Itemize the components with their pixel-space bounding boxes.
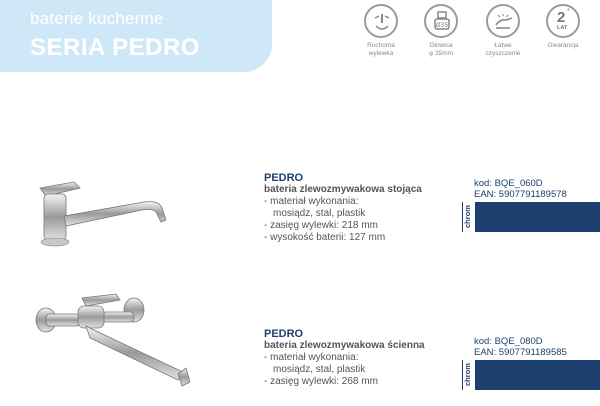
product-type: bateria zlewozmywakowa stojąca (264, 184, 422, 195)
feature-label: Głowica φ 35mm (428, 42, 454, 57)
feature-easy-clean (477, 4, 529, 58)
spec-line: - zasięg wylewki: 268 mm (264, 376, 378, 387)
finish-label: chrom (463, 360, 475, 390)
feature-warranty (537, 4, 589, 50)
series-title: SERIA PEDRO (30, 34, 200, 61)
finish-label: chrom (463, 202, 475, 232)
finish-swatch (462, 360, 600, 390)
feature-swivel-spout (355, 4, 407, 58)
feature-cartridge (415, 4, 467, 58)
product-codes (474, 336, 567, 358)
product-code: kod: BQE_060D (474, 178, 543, 189)
standing-faucet-image (34, 170, 184, 250)
spec-line: - materiał wykonania: (264, 196, 359, 207)
finish-swatch (462, 202, 600, 232)
warranty-icon (546, 4, 580, 38)
swivel-spout-icon (364, 4, 398, 38)
series-subtitle: baterie kuchenne (30, 9, 164, 28)
spec-line: - wysokość baterii: 127 mm (264, 232, 386, 243)
feature-label: Gwarancja (547, 42, 579, 49)
spec-line: - zasięg wylewki: 218 mm (264, 220, 378, 231)
product-code: kod: BQE_080D (474, 336, 543, 347)
product-name: PEDRO (264, 172, 304, 184)
feature-label: Ruchoma wylewka (367, 42, 395, 57)
cartridge-icon (424, 4, 458, 38)
product-ean: EAN: 5907791189585 (474, 347, 567, 358)
easy-clean-icon (486, 4, 520, 38)
warranty-asterisk: * (567, 8, 570, 15)
product-type: bateria zlewozmywakowa ścienna (264, 340, 425, 351)
product-ean: EAN: 5907791189578 (474, 189, 567, 200)
spec-line: - materiał wykonania: (264, 352, 359, 363)
spec-line: mosiądz, stal, plastik (273, 208, 366, 219)
header-band (0, 0, 272, 72)
product-codes (474, 178, 567, 200)
warranty-unit: LAT (557, 25, 568, 31)
wall-faucet-image (28, 290, 198, 396)
spec-line: mosiądz, stal, plastik (273, 364, 366, 375)
product-info (264, 172, 422, 244)
product-name: PEDRO (264, 328, 304, 340)
svg-text:Ø35: Ø35 (435, 22, 449, 29)
feature-icons (355, 4, 595, 70)
product-info (264, 328, 425, 388)
feature-label: Łatwe czyszczenie (485, 42, 521, 57)
warranty-years: 2 (557, 9, 566, 26)
